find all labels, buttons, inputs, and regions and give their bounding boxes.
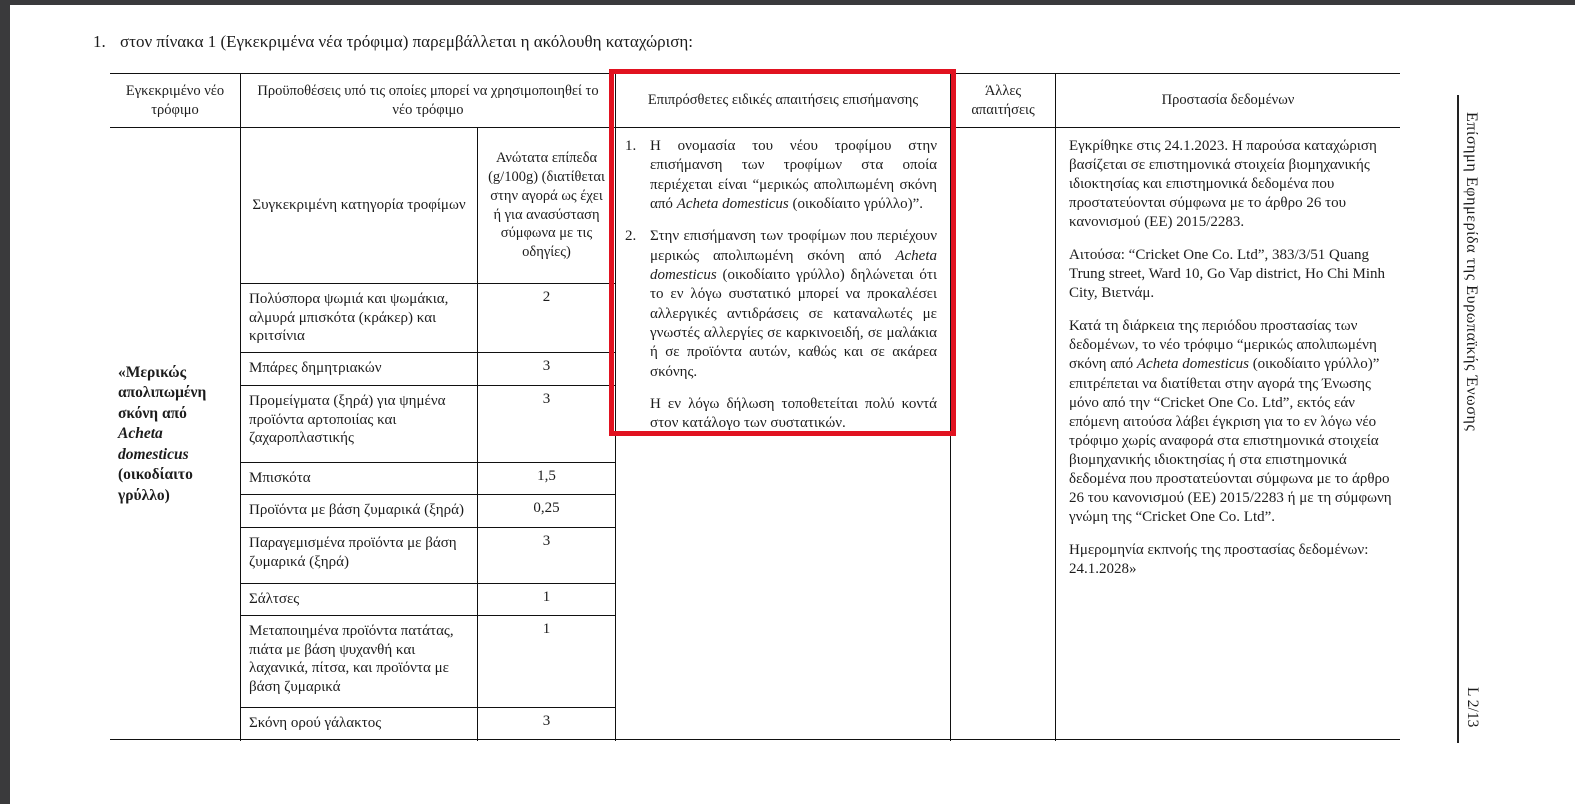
scan-edge-top (0, 0, 1575, 5)
data-protection-expiry: Ημερομηνία εκπνοής της προστασίας δεδομένων: 24.1.2028» (1069, 541, 1369, 577)
subheader-food-category: Συγκεκριμένη κατηγορία τροφίμων (240, 128, 477, 284)
labelling-item-1-number: 1. (625, 138, 637, 154)
level-processed-potato: 1 (477, 616, 615, 708)
level-sauces: 1 (477, 584, 615, 616)
food-species-name: Acheta domesticus (118, 425, 189, 463)
header-data-protection: Προστασία δεδομένων (1055, 74, 1400, 128)
intro-text: στον πίνακα 1 (Εγκεκριμένα νέα τρόφιμα) παρεμβάλλεται η ακόλουθη καταχώριση: (120, 32, 694, 51)
scan-edge-left (0, 0, 10, 804)
data-protection-exclusivity-text: Κατά τη διάρκεια της περιόδου προστασίας των δεδομένων, το νέο τρόφιμο “μερικώς απολιπωμένη σκόνη από (1069, 318, 1377, 373)
data-protection-applicant: Αιτούσα: “Cricket One Co. Ltd”, 383/3/51 Quang Trung street, Ward 10, Go Vap district, Ho Chi Minh City, Βιετνάμ. (1069, 247, 1386, 302)
level-dry-premixes: 3 (477, 386, 615, 463)
level-multigrain-breads: 2 (477, 284, 615, 353)
journal-title-vertical: Επίσημη Εφημερίδα της Ευρωπαϊκής Ένωσης (1463, 112, 1480, 432)
novel-foods-table (110, 73, 1400, 740)
data-protection-species: Acheta domesticus (1136, 356, 1249, 373)
food-name-cell (110, 128, 240, 741)
labelling-item-2-species: Acheta domesticus (650, 247, 937, 284)
labelling-closing-note: Η εν λόγω δήλωση τοποθετείται πολύ κοντά στον κατάλογο των συστατικών. (650, 396, 937, 432)
level-cereal-bars: 3 (477, 353, 615, 386)
subheader-max-levels: Ανώτατα επίπεδα (g/100g) (διατίθεται στην αγορά ως έχει ή για ανασύσταση σύμφωνα με τις οδηγίες) (477, 128, 615, 284)
margin-rule (1457, 95, 1459, 743)
food-name-suffix: (οικοδίαιτο γρύλλο) (118, 466, 193, 504)
labelling-item-2-number: 2. (625, 228, 637, 245)
data-protection-approval: Εγκρίθηκε στις 24.1.2023. Η παρούσα καταχώριση βασίζεται σε επιστημονικά στοιχεία βιομηχανικής ιδιοκτησίας και επιστημονικά δεδομένα που προστατεύονται σύμφωνα με το άρθρο 26 του κανονισμού (ΕΕ) 2015/2283. (1069, 138, 1377, 231)
level-biscuits: 1,5 (477, 463, 615, 495)
labelling-item-2 (625, 227, 937, 382)
intro-number: 1. (93, 32, 106, 51)
header-other-requirements: Άλλες απαιτήσεις (950, 74, 1055, 128)
header-approved-food: Εγκεκριμένο νέο τρόφιμο (110, 74, 240, 128)
category-dry-premixes: Προμείγματα (ξηρά) για ψημένα προϊόντα αρτοποιίας και ζαχαροπλαστικής (240, 386, 477, 463)
category-processed-potato: Μεταποιημένα προϊόντα πατάτας, πιάτα με βάση ψυχανθή και λαχανικά, πίτσα, και προϊόντα με βάση ζυμαρικά (240, 616, 477, 708)
labelling-item-2-text: Στην επισήμανση των τροφίμων που περιέχουν μερικώς απολιπωμένη σκόνη από (650, 228, 937, 264)
category-biscuits: Μπισκότα (240, 463, 477, 495)
amendment-intro (93, 31, 1293, 53)
category-sauces: Σάλτσες (240, 584, 477, 616)
level-whey-powder: 3 (477, 708, 615, 741)
category-cereal-bars: Μπάρες δημητριακών (240, 353, 477, 386)
labelling-requirements-cell (615, 128, 950, 741)
page-reference-vertical: L 2/13 (1464, 687, 1481, 728)
category-multigrain-breads: Πολύσπορα ψωμιά και ψωμάκια, αλμυρά μπισκότα (κράκερ) και κριτσίνια (240, 284, 477, 353)
food-name-prefix: «Μερικώς απολιπωμένη σκόνη από (118, 363, 207, 422)
level-pasta-products: 0,25 (477, 495, 615, 528)
data-protection-cell (1055, 128, 1400, 741)
header-labelling: Επιπρόσθετες ειδικές απαιτήσεις επισήμανσης (615, 74, 950, 128)
other-requirements-cell (950, 128, 1055, 741)
labelling-item-1 (625, 137, 937, 214)
labelling-item-2-text-end: (οικοδίαιτο γρύλλο) δηλώνεται ότι το εν λόγω συστατικό μπορεί να προκαλέσει αλλεργικές αντιδράσεις σε καταναλωτές με γνωστές αλλεργίες σε καρκινοειδή, σε μαλάκια ή σε προϊόντα αυτών, καθώς και σε ακάρεα σκόνης. (650, 267, 937, 380)
header-conditions: Προϋποθέσεις υπό τις οποίες μπορεί να χρησιμοποιηθεί το νέο τρόφιμο (240, 74, 615, 128)
labelling-item-1-text-end: (οικοδίαιτο γρύλλο)”. (788, 196, 924, 213)
category-pasta-products: Προϊόντα με βάση ζυμαρικά (ξηρά) (240, 495, 477, 528)
category-whey-powder: Σκόνη ορού γάλακτος (240, 708, 477, 741)
labelling-item-1-text: Η ονομασία του νέου τροφίμου στην επισήμανση των τροφίμων στα οποία περιέχεται είναι “μερικώς απολιπωμένη σκόνη από (650, 138, 937, 213)
category-filled-pasta: Παραγεμισμένα προϊόντα με βάση ζυμαρικά (ξηρά) (240, 528, 477, 584)
level-filled-pasta: 3 (477, 528, 615, 584)
labelling-item-1-species: Acheta domesticus (676, 196, 789, 213)
data-protection-exclusivity-text-end: (οικοδίαιτο γρύλλο)” επιτρέπεται να διατίθεται στην αγορά της Ένωσης μόνο από την “Cricket One Co. Ltd”, εκτός εάν επόμενη αιτούσα λάβει έγκριση για το εν λόγω νέο τρόφιμο χωρίς αναφορά στα επιστημονικά στοιχεία βιομηχανικής ιδιοκτησίας ή στα επιστημονικά δεδομένα που προστατεύονται σύμφωνα με το άρθρο 26 του κανονισμού (ΕΕ) 2015/2283 ή με τη σύμφωνη γνώμη της “Cricket One Co. Ltd”. (1069, 356, 1392, 525)
data-protection-exclusivity (1069, 317, 1392, 527)
